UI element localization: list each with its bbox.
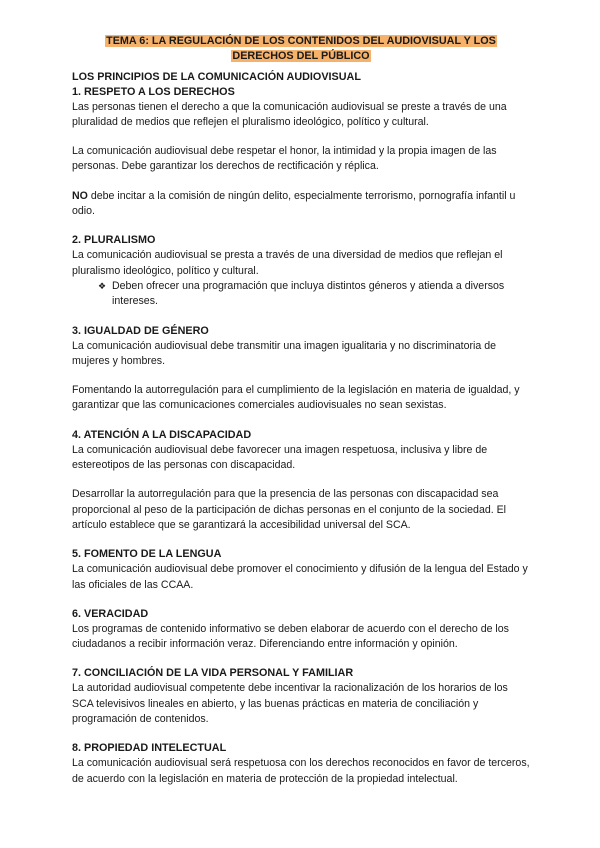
section-heading-respeto: 1. RESPETO A LOS DERECHOS xyxy=(72,85,235,98)
main-heading: LOS PRINCIPIOS DE LA COMUNICACIÓN AUDIOVISUAL xyxy=(72,70,361,83)
section-respeto-paragraph-3 xyxy=(72,189,530,220)
section-respeto-paragraph-2: La comunicación audiovisual debe respetar el honor, la intimidad y la propia imagen de las personas. Debe garantizar los derechos de rectificación y réplica. xyxy=(72,145,497,173)
emphasis-no: NO xyxy=(72,189,88,202)
section-heading-propiedad: 8. PROPIEDAD INTELECTUAL xyxy=(72,742,227,755)
section-heading-igualdad: 3. IGUALDAD DE GÉNERO xyxy=(72,324,209,337)
section-pluralismo-bullet-list xyxy=(72,279,530,310)
document-title-line-1: TEMA 6: LA REGULACIÓN DE LOS CONTENIDOS DEL AUDIOVISUAL Y LOS xyxy=(106,35,496,47)
section-propiedad-paragraph-1: La comunicación audiovisual será respetuosa con los derechos reconocidos en favor de terceros, de acuerdo con la legislación en materia de protección de la propiedad intelectual. xyxy=(72,757,530,785)
section-heading-pluralismo: 2. PLURALISMO xyxy=(72,234,156,247)
document-title xyxy=(72,34,530,64)
diamond-bullet-icon: ❖ xyxy=(98,280,107,291)
bullet-text: Deben ofrecer una programación que incluya distintos géneros y atienda a diversos intereses. xyxy=(112,279,505,308)
section-conciliacion-paragraph-1: La autoridad audiovisual competente debe incentivar la racionalización de los horarios de los SCA televisivos lineales en abierto, y las buenas prácticas en materia de conciliación y programación de contenidos. xyxy=(72,682,508,726)
list-item xyxy=(98,279,530,310)
section-discapacidad-paragraph-1: La comunicación audiovisual debe favorecer una imagen respetuosa, inclusiva y libre de estereotipos de las personas con discapacidad. xyxy=(72,443,488,472)
section-heading-discapacidad: 4. ATENCIÓN A LA DISCAPACIDAD xyxy=(72,428,252,441)
section-veracidad-paragraph-1: Los programas de contenido informativo se deben elaborar de acuerdo con el derecho de los ciudadanos a recibir información veraz. Diferenciando entre información y opinión. xyxy=(72,622,509,651)
section-lengua-paragraph-1: La comunicación audiovisual debe promover el conocimiento y difusión de la lengua del Estado y las oficiales de las CCAA. xyxy=(72,563,528,591)
section-igualdad-paragraph-1: La comunicación audiovisual debe transmitir una imagen igualitaria y no discriminatoria de mujeres y hombres. xyxy=(72,339,496,367)
section-respeto-paragraph-1: Las personas tienen el derecho a que la comunicación audiovisual se preste a través de una pluralidad de medios que reflejen el pluralismo ideológico, político y cultural. xyxy=(72,100,507,128)
document-page xyxy=(72,34,530,787)
section-igualdad-paragraph-2: Fomentando la autorregulación para el cumplimiento de la legislación en materia de igualdad, y garantizar que las comunicaciones comerciales audiovisuales no sean sexistas. xyxy=(72,384,520,412)
section-heading-veracidad: 6. VERACIDAD xyxy=(72,607,149,620)
document-title-line-2: DERECHOS DEL PÚBLICO xyxy=(232,49,370,62)
section-respeto-paragraph-3-text: debe incitar a la comisión de ningún delito, especialmente terrorismo, pornografía infantil u odio. xyxy=(72,189,516,218)
section-heading-lengua: 5. FOMENTO DE LA LENGUA xyxy=(72,548,222,561)
section-pluralismo-paragraph-1: La comunicación audiovisual se presta a través de una diversidad de medios que reflejan el pluralismo ideológico, político y cultural. xyxy=(72,249,503,277)
section-heading-conciliacion: 7. CONCILIACIÓN DE LA VIDA PERSONAL Y FAMILIAR xyxy=(72,667,354,680)
section-discapacidad-paragraph-2: Desarrollar la autorregulación para que la presencia de las personas con discapacidad sea proporcional al peso de la participación de dichas personas en el conjunto de la sociedad. El artículo establece que se garantizará la accesibilidad universal del SCA. xyxy=(72,488,507,531)
